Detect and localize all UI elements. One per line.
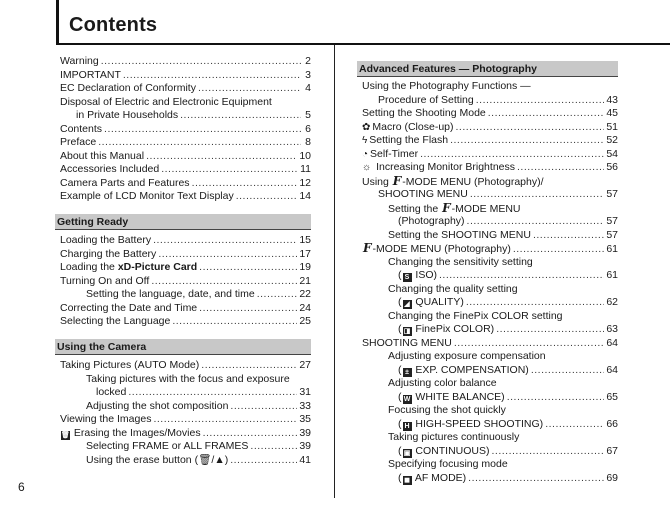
toc-entry-label: Contents xyxy=(60,122,103,135)
toc-entry-page: 12 xyxy=(299,176,311,189)
toc-entry-sensitivity[interactable] xyxy=(388,256,618,269)
toc-entry-label: Using the Photography Functions — xyxy=(362,80,531,92)
toc-entry-quality[interactable] xyxy=(398,296,618,309)
toc-entry-page: 15 xyxy=(299,234,311,246)
toc-entry-page: 64 xyxy=(606,336,618,349)
toc-entry-page: 17 xyxy=(299,247,311,260)
toc-entry-label: ( ◼ AF MODE) xyxy=(398,471,467,484)
toc-entry-label: (Photography) xyxy=(398,215,465,227)
page-number: 6 xyxy=(18,480,25,494)
toc-entry-page: 56 xyxy=(606,161,618,173)
toc-entry-page: 51 xyxy=(606,120,618,133)
toc-entry-label: SHOOTING MENU xyxy=(378,188,468,200)
toc-entry-label: ( H HIGH-SPEED SHOOTING) xyxy=(398,417,544,430)
toc-entry-quality-setting[interactable] xyxy=(388,283,618,296)
toc-entry-page: 27 xyxy=(299,359,311,371)
toc-entry-label: Taking pictures continuously xyxy=(388,431,520,443)
toc-entry-label: SHOOTING MENU xyxy=(362,336,452,349)
f-mode-icon: F xyxy=(363,241,372,255)
toc-entry-page: 66 xyxy=(606,417,618,430)
toc-entry-preface[interactable] xyxy=(60,136,311,149)
toc-entry-setting-f-mode[interactable] xyxy=(388,202,618,215)
toc-entry-label: Taking Pictures (AUTO Mode) xyxy=(60,359,200,371)
toc-entry-label: Turning On and Off xyxy=(60,274,150,287)
quality-icon: ◢ xyxy=(404,301,410,308)
toc-entry-page: 39 xyxy=(299,440,311,452)
toc-entry-page: 22 xyxy=(299,288,311,300)
toc-entry-label: ϟ Setting the Flash xyxy=(362,134,449,146)
iso-icon: S xyxy=(403,273,412,282)
toc-entry-label: Using F-MODE MENU (Photography)/ xyxy=(362,173,544,188)
toc-entry-f-mode-menu[interactable] xyxy=(362,242,618,255)
toc-entry-color-balance[interactable] xyxy=(388,377,618,390)
toc-entry-label: Adjusting exposure compensation xyxy=(388,350,546,362)
toc-entry-label: ( ▣ CONTINUOUS) xyxy=(398,444,490,457)
toc-entry-ec-declaration[interactable] xyxy=(60,82,311,95)
toc-entry-label: Setting the F-MODE MENU xyxy=(388,200,521,215)
toc-entry-shooting-menu-2[interactable] xyxy=(362,337,618,350)
toc-entry-erase-button[interactable] xyxy=(86,454,311,467)
toc-entry-page: 63 xyxy=(606,323,618,335)
toc-entry-page: 43 xyxy=(606,93,618,106)
toc-entry-frame-all-frames[interactable] xyxy=(86,440,311,453)
toc-entry-continuous[interactable] xyxy=(398,445,618,458)
toc-entry-label: Disposal of Electric and Electronic Equipment xyxy=(60,95,272,108)
toc-entry-page: 3 xyxy=(305,68,311,81)
toc-entry-focus-exposure[interactable] xyxy=(86,373,311,386)
toc-entry-label: Charging the Battery xyxy=(60,247,157,260)
toc-entry-page: 8 xyxy=(305,136,311,148)
toc-entry-label: Loading the Battery xyxy=(60,234,152,246)
toc-entry-monitor-brightness[interactable] xyxy=(362,161,618,174)
toc-entry-page: 57 xyxy=(606,228,618,241)
toc-entry-finepix-color[interactable] xyxy=(398,323,618,336)
toc-entry-label: locked xyxy=(96,386,127,398)
toc-entry-focusing-mode[interactable] xyxy=(388,458,618,471)
f-mode-icon: F xyxy=(392,173,402,188)
toc-entry-macro[interactable] xyxy=(362,121,618,134)
brightness-icon: ☼ xyxy=(362,162,372,173)
toc-entry-important[interactable] xyxy=(60,69,311,82)
toc-entry-self-timer[interactable] xyxy=(362,148,618,161)
toc-entry-label: Procedure of Setting xyxy=(378,93,474,106)
toc-entry-loading-card[interactable] xyxy=(60,261,311,274)
toc-entry-charging-battery[interactable] xyxy=(60,248,311,261)
toc-entry-page: 64 xyxy=(606,363,618,376)
toc-entry-viewing-images[interactable] xyxy=(60,413,311,426)
macro-icon: ✿ xyxy=(362,121,371,133)
column-divider xyxy=(334,45,335,498)
toc-entry-page: 61 xyxy=(606,243,618,255)
page-title: Contents xyxy=(69,14,158,36)
toc-entry-page: 14 xyxy=(299,190,311,202)
toc-entry-label: Specifying focusing mode xyxy=(388,458,508,470)
toc-entry-contents[interactable] xyxy=(60,123,311,136)
toc-entry-using-f-mode[interactable] xyxy=(362,175,618,188)
toc-entry-label: in Private Households xyxy=(76,109,179,121)
toc-entry-page: 57 xyxy=(606,188,618,200)
toc-entry-label: Loading the xD-Picture Card xyxy=(60,261,198,273)
section-header-using-camera: Using the Camera xyxy=(55,339,311,355)
toc-entry-page: 6 xyxy=(305,122,311,135)
toc-entry-page: 31 xyxy=(299,386,311,398)
toc-entry-label: Using the erase button (🗑/▲) xyxy=(86,453,229,466)
f-mode-icon: F xyxy=(442,200,451,215)
section-header-getting-ready: Getting Ready xyxy=(55,214,311,230)
toc-entry-label: Adjusting color balance xyxy=(388,377,497,389)
toc-entry-label: ☼ Increasing Monitor Brightness xyxy=(362,161,515,173)
toc-entry-label: Preface xyxy=(60,136,97,148)
exposure-icon: ± xyxy=(403,368,412,377)
toc-entry-label: Camera Parts and Features xyxy=(60,176,190,189)
toc-entry-label: Changing the quality setting xyxy=(388,282,518,295)
white-balance-icon: W xyxy=(403,395,411,403)
toc-entry-page: 52 xyxy=(606,134,618,146)
continuous-icon: ▣ xyxy=(403,449,411,457)
toc-entry-page: 19 xyxy=(299,261,311,273)
toc-entry-disposal[interactable] xyxy=(60,96,311,109)
toc-entry-turning-on-off[interactable] xyxy=(60,275,311,288)
toc-entry-procedure-setting[interactable] xyxy=(378,94,618,107)
toc-entry-white-balance[interactable] xyxy=(398,391,618,404)
toc-entry-page: 21 xyxy=(299,274,311,287)
toc-entry-page: 33 xyxy=(299,399,311,412)
toc-entry-page: 57 xyxy=(606,215,618,227)
toc-entry-label: Changing the FinePix COLOR setting xyxy=(388,309,563,322)
toc-entry-erasing-images[interactable] xyxy=(60,427,311,440)
toc-entry-page: 54 xyxy=(606,147,618,160)
toc-entry-label: ✿ Macro (Close-up) xyxy=(362,120,454,133)
trash-up-icon: 🗑/▲ xyxy=(198,453,225,466)
toc-entry-label: Adjusting the shot composition xyxy=(86,399,229,412)
toc-entry-page: 45 xyxy=(606,107,618,119)
toc-entry-photography-functions[interactable] xyxy=(362,80,618,93)
high-speed-icon: H xyxy=(404,422,410,430)
toc-entry-label: F-MODE MENU (Photography) xyxy=(363,241,511,255)
toc-entry-label: Focusing the shot quickly xyxy=(388,404,506,416)
card-name: xD-Picture Card xyxy=(117,261,198,273)
af-mode-icon: ◼ xyxy=(404,476,410,484)
toc-entry-exposure-adjust[interactable] xyxy=(388,350,618,363)
toc-entry-page: 62 xyxy=(606,296,618,308)
self-timer-icon: ◔ xyxy=(362,148,369,160)
trash-icon: 🗑 xyxy=(61,431,70,439)
toc-entry-label: Example of LCD Monitor Text Display xyxy=(60,190,234,202)
toc-entry-label: ( ± EXP. COMPENSATION) xyxy=(398,363,529,376)
finepix-color-icon: ◨ xyxy=(403,328,411,335)
toc-entry-label: Accessories Included xyxy=(60,163,160,175)
toc-entry-high-speed[interactable] xyxy=(398,418,618,431)
toc-entry-page: 35 xyxy=(299,413,311,425)
toc-entry-page: 11 xyxy=(300,163,311,175)
toc-entry-page: 65 xyxy=(606,390,618,403)
toc-entry-af-mode[interactable] xyxy=(398,472,618,485)
toc-entry-label: ( S ISO) xyxy=(398,269,438,281)
toc-entry-page: 69 xyxy=(606,471,618,484)
toc-entry-label: Selecting FRAME or ALL FRAMES xyxy=(86,440,249,452)
toc-entry-label: Setting the SHOOTING MENU xyxy=(388,228,531,241)
toc-entry-label: Setting the language, date, and time xyxy=(86,288,255,300)
toc-entry-setting-language-date[interactable] xyxy=(86,288,311,301)
toc-entry-focusing-quickly[interactable] xyxy=(388,404,618,417)
toc-entry-label: ( W WHITE BALANCE) xyxy=(398,390,505,403)
toc-entry-page: 24 xyxy=(299,301,311,314)
toc-entry-page: 67 xyxy=(606,444,618,457)
toc-entry-label: Warning xyxy=(60,55,99,67)
toc-entry-accessories[interactable] xyxy=(60,163,311,176)
page-header xyxy=(56,0,670,45)
toc-entry-label: Viewing the Images xyxy=(60,413,152,425)
toc-entry-shot-composition[interactable] xyxy=(86,400,311,413)
toc-entry-label: Taking pictures with the focus and exposure xyxy=(86,372,290,385)
toc-entry-label: About this Manual xyxy=(60,149,145,162)
toc-entry-page: 2 xyxy=(305,55,311,67)
toc-entry-about-manual[interactable] xyxy=(60,150,311,163)
toc-entry-flash[interactable] xyxy=(362,134,618,147)
toc-entry-finepix-setting[interactable] xyxy=(388,310,618,323)
toc-entry-label: ( ◢ QUALITY) xyxy=(398,296,464,308)
toc-entry-iso[interactable] xyxy=(398,269,618,282)
toc-entry-locked[interactable] xyxy=(96,386,311,399)
toc-entry-label: 🗑 Erasing the Images/Movies xyxy=(61,426,201,439)
toc-entry-photography[interactable] xyxy=(398,215,618,228)
toc-entry-page: 4 xyxy=(305,82,311,94)
toc-entry-page: 10 xyxy=(299,149,311,162)
toc-entry-setting-shooting-menu[interactable] xyxy=(388,229,618,242)
toc-entry-shooting-mode[interactable] xyxy=(362,107,618,120)
toc-entry-label: EC Declaration of Conformity xyxy=(60,82,196,94)
toc-entry-page: 41 xyxy=(299,453,311,466)
toc-entry-label: Correcting the Date and Time xyxy=(60,301,198,314)
toc-entry-lcd-example[interactable] xyxy=(60,190,311,203)
toc-entry-page: 61 xyxy=(606,269,618,281)
toc-entry-shooting-menu-1[interactable] xyxy=(378,188,618,201)
toc-entry-warning[interactable] xyxy=(60,55,311,68)
toc-entry-page: 25 xyxy=(299,315,311,327)
toc-entry-label: Setting the Shooting Mode xyxy=(362,107,486,119)
toc-entry-label: Changing the sensitivity setting xyxy=(388,255,533,268)
toc-entry-correcting-date[interactable] xyxy=(60,302,311,315)
toc-entry-loading-battery[interactable] xyxy=(60,234,311,247)
section-header-advanced: Advanced Features — Photography xyxy=(357,61,618,77)
toc-entry-exp-compensation[interactable] xyxy=(398,364,618,377)
toc-entry-label: ◔ Self-Timer xyxy=(362,147,419,160)
toc-entry-page: 5 xyxy=(305,109,311,121)
toc-entry-label: ( ◨ FinePix COLOR) xyxy=(398,323,495,335)
toc-entry-label: Selecting the Language xyxy=(60,315,171,327)
toc-entry-selecting-language[interactable] xyxy=(60,315,311,328)
toc-entry-private-households[interactable] xyxy=(76,109,311,122)
toc-entry-continuous-pictures[interactable] xyxy=(388,431,618,444)
toc-entry-camera-parts[interactable] xyxy=(60,177,311,190)
toc-entry-page: 39 xyxy=(299,426,311,439)
toc-entry-taking-pictures-auto[interactable] xyxy=(60,359,311,372)
flash-icon: ϟ xyxy=(362,135,368,146)
toc-entry-label: IMPORTANT xyxy=(60,68,121,81)
